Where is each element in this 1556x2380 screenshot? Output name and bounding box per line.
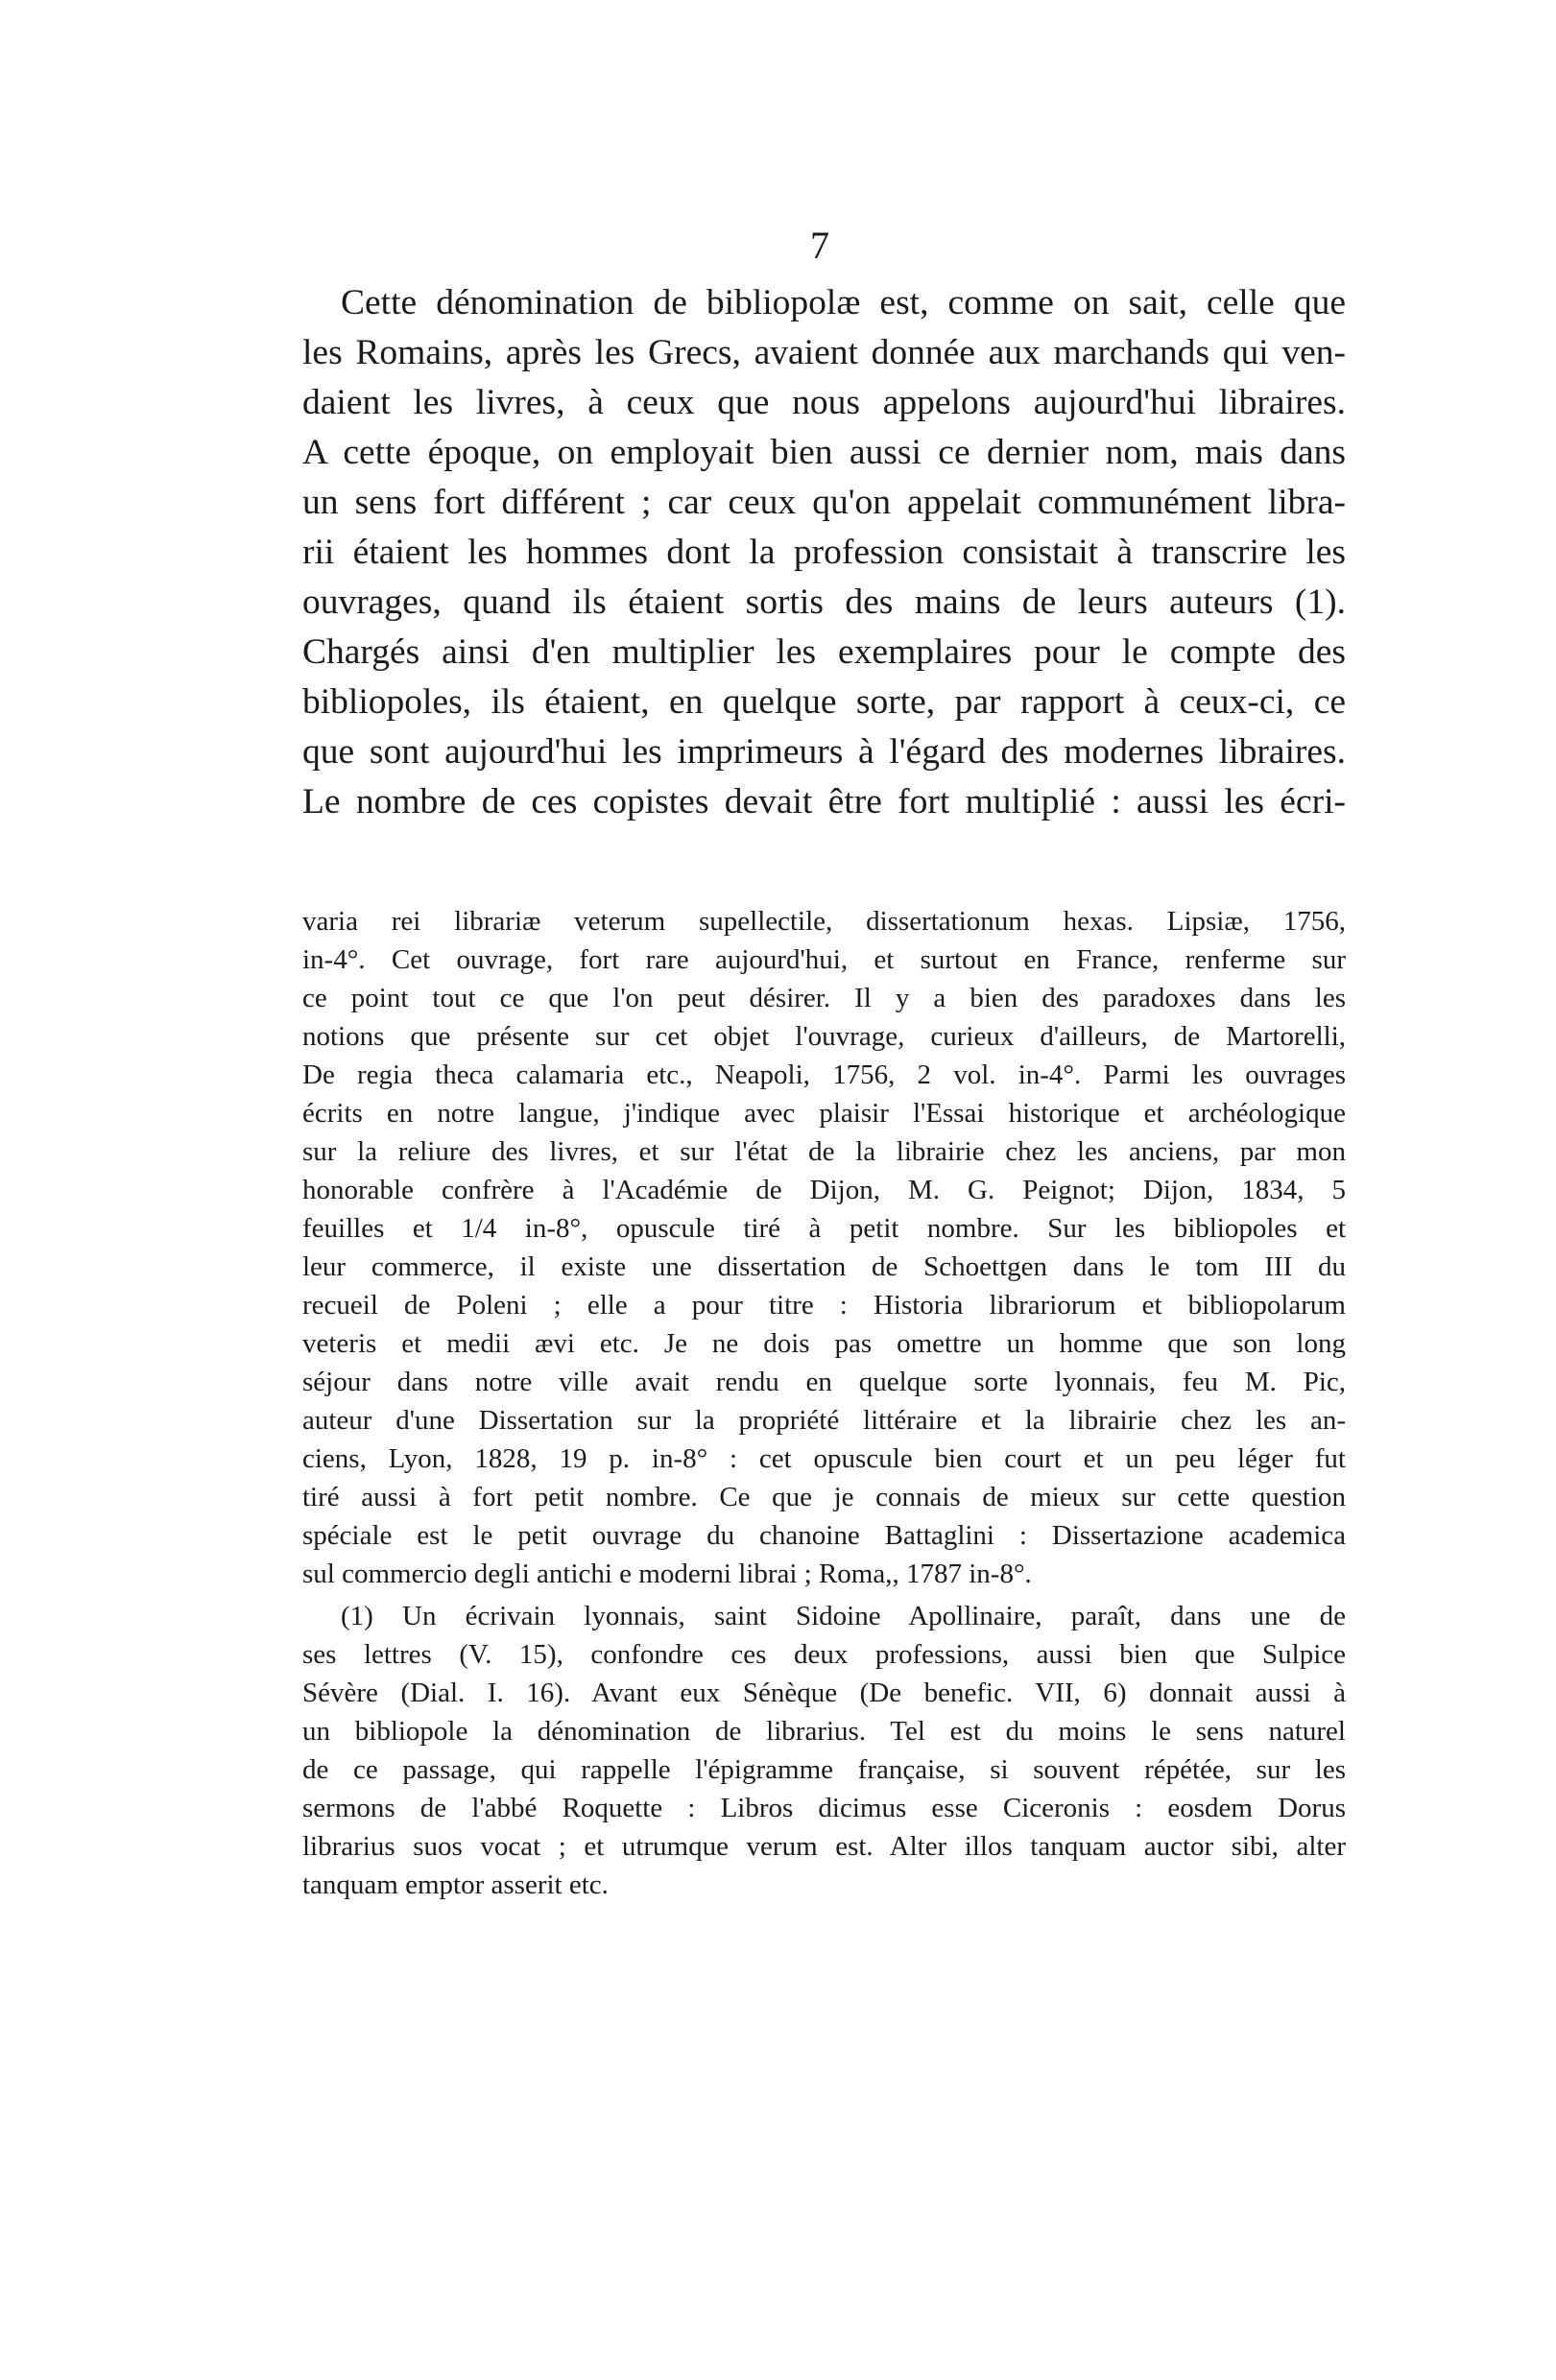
footnote-line: feuilles et 1/4 in-8°, opuscule tiré à petit nombre. Sur les bibliopoles et <box>302 1213 1346 1244</box>
footnote-line: notions que présente sur cet objet l'ouvrage, curieux d'ailleurs, de Martorelli, <box>302 1021 1346 1052</box>
footnote-line: librarius suos vocat ; et utrumque verum est. Alter illos tanquam auctor sibi, alter <box>302 1831 1346 1862</box>
footnote-line: recueil de Poleni ; elle a pour titre : Historia librariorum et bibliopolarum <box>302 1290 1346 1321</box>
footnote-line: écrits en notre langue, j'indique avec plaisir l'Essai historique et archéologique <box>302 1098 1346 1129</box>
main-line: A cette époque, on employait bien aussi ce dernier nom, mais dans <box>302 433 1346 472</box>
footnote-line: ce point tout ce que l'on peut désirer. Il y a bien des paradoxes dans les <box>302 983 1346 1013</box>
main-line: ouvrages, quand ils étaient sortis des mains de leurs auteurs (1). <box>302 583 1346 622</box>
footnote-line: tanquam emptor asserit etc. <box>302 1869 609 1900</box>
main-line: que sont aujourd'hui les imprimeurs à l'égard des modernes libraires. <box>302 732 1346 772</box>
footnote-line: leur commerce, il existe une dissertation de Schoettgen dans le tom III du <box>302 1251 1346 1282</box>
footnote-line: auteur d'une Dissertation sur la propriété littéraire et la librairie chez les an- <box>302 1405 1346 1436</box>
main-line: bibliopoles, ils étaient, en quelque sorte, par rapport à ceux-ci, ce <box>302 682 1346 722</box>
footnote-line: séjour dans notre ville avait rendu en quelque sorte lyonnais, feu M. Pic, <box>302 1367 1346 1397</box>
footnote-1 <box>302 1597 1346 1904</box>
footnote-line: in-4°. Cet ouvrage, fort rare aujourd'hui, et surtout en France, renferme sur <box>302 944 1346 975</box>
footnote-line: un bibliopole la dénomination de librarius. Tel est du moins le sens naturel <box>302 1716 1346 1747</box>
footnote-line: sur la reliure des livres, et sur l'état de la librairie chez les anciens, par mon <box>302 1136 1346 1167</box>
footnote-line: De regia theca calamaria etc., Neapoli, 1756, 2 vol. in-4°. Parmi les ouvrages <box>302 1059 1346 1090</box>
footnote-line: varia rei librariæ veterum supellectile, dissertationum hexas. Lipsiæ, 1756, <box>302 906 1346 937</box>
main-line: daient les livres, à ceux que nous appelons aujourd'hui libraires. <box>302 383 1346 422</box>
footnote-line: tiré aussi à fort petit nombre. Ce que je connais de mieux sur cette question <box>302 1482 1346 1512</box>
main-line: Le nombre de ces copistes devait être fort multiplié : aussi les écri- <box>302 782 1346 821</box>
footnote-line: (1) Un écrivain lyonnais, saint Sidoine Apollinaire, paraît, dans une de <box>341 1601 1346 1631</box>
footnote-line: ciens, Lyon, 1828, 19 p. in-8° : cet opuscule bien court et un peu léger fut <box>302 1443 1346 1474</box>
page-number: 7 <box>810 224 829 267</box>
main-line: les Romains, après les Grecs, avaient donnée aux marchands qui ven- <box>302 333 1346 372</box>
footnote-line: sermons de l'abbé Roquette : Libros dicimus esse Ciceronis : eosdem Dorus <box>302 1793 1346 1823</box>
footnote-line: honorable confrère à l'Académie de Dijon, M. G. Peignot; Dijon, 1834, 5 <box>302 1175 1346 1205</box>
main-line: Cette dénomination de bibliopolæ est, comme on sait, celle que <box>341 283 1346 322</box>
main-line: Chargés ainsi d'en multiplier les exemplaires pour le compte des <box>302 632 1346 672</box>
footnote-continued <box>302 902 1346 1593</box>
main-paragraph <box>302 278 1346 827</box>
footnote-line: ses lettres (V. 15), confondre ces deux professions, aussi bien que Sulpice <box>302 1639 1346 1670</box>
footnote-line: Sévère (Dial. I. 16). Avant eux Sénèque (De benefic. VII, 6) donnait aussi à <box>302 1678 1346 1708</box>
footnotes <box>302 902 1346 1904</box>
footnote-line: spéciale est le petit ouvrage du chanoine Battaglini : Dissertazione academica <box>302 1520 1346 1551</box>
main-line: un sens fort différent ; car ceux qu'on appelait communément libra- <box>302 483 1346 522</box>
footnote-line: veteris et medii ævi etc. Je ne dois pas omettre un homme que son long <box>302 1328 1346 1359</box>
footnote-line: de ce passage, qui rappelle l'épigramme française, si souvent répétée, sur les <box>302 1754 1346 1785</box>
footnote-line: sul commercio degli antichi e moderni librai ; Roma,, 1787 in-8°. <box>302 1559 1032 1589</box>
main-line: rii étaient les hommes dont la profession consistait à transcrire les <box>302 533 1346 572</box>
